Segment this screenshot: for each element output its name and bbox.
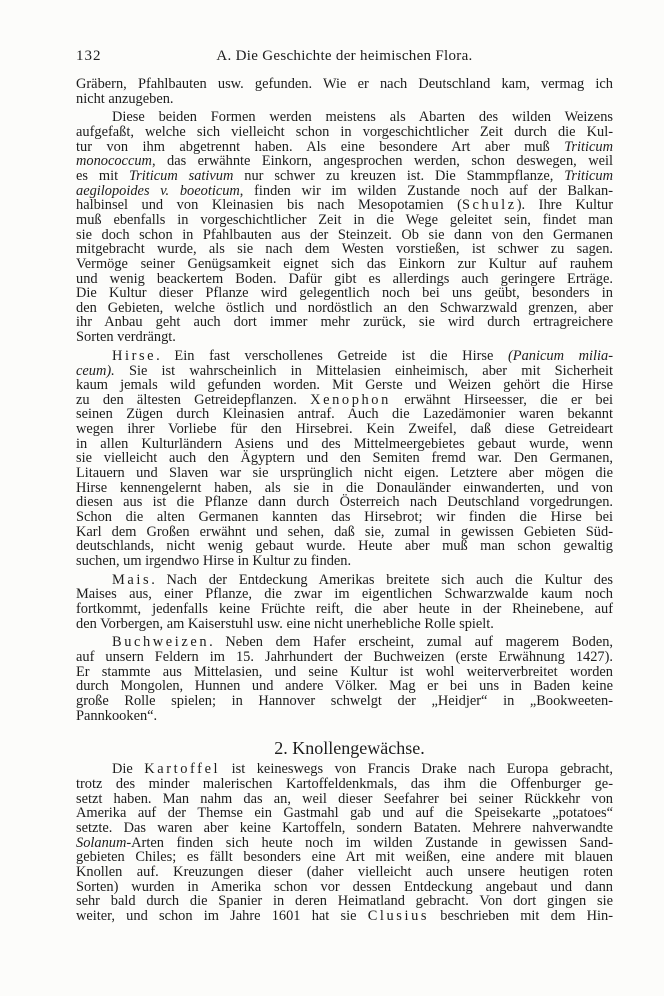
text-line: trotz des minder malerischen Kartoffeldenkmals, das ihm die Offenburger ge- xyxy=(76,776,613,793)
text-line: fortkommt, jedenfalls keine Früchte reift, die aber heute in der Rheinebene, auf xyxy=(76,600,613,617)
text-line: setzte. Das waren aber keine Kartoffeln, sondern Bataten. Mehrere nahverwandte xyxy=(76,820,613,837)
italic-term: Triticum xyxy=(564,138,613,155)
paragraph xyxy=(76,77,613,106)
text-line: Litauern und Slaven war sie ursprünglich nicht eigen. Letztere aber mögen die xyxy=(76,465,613,482)
text-line: durch Mongolen, Hunnen und andere Völker. Mag er bei uns in Baden keine xyxy=(76,678,613,695)
spaced-emphasis: Mais xyxy=(112,571,152,588)
text-line: Karl dem Großen erwähnt und sehen, daß sie, zumal in gewissen Gebieten Süd- xyxy=(76,523,613,540)
text-line: Sorten) wurden in Amerika schon vor dessen Entdeckung angebaut und dann xyxy=(76,878,613,895)
text-line: Hirse. Ein fast verschollenes Getreide ist die Hirse (Panicum milia- xyxy=(112,347,613,364)
text-line: tur von ihm abgetrennt haben. Als eine besondere Art aber muß Triticum xyxy=(76,138,613,155)
text-line: deutschlands, nicht wenig gebaut wurde. Heute aber muß man schon gewaltig xyxy=(76,538,613,555)
text-line: setzt haben. Man nahm das an, weil dieser Seefahrer bei seiner Rückkehr von xyxy=(76,790,613,807)
italic-term: Solanum xyxy=(76,834,127,851)
text-line: aegilopoides v. boeoticum, finden wir im wilden Zustande noch auf der Balkan- xyxy=(76,182,613,199)
italic-term: (Panicum milia- xyxy=(508,347,613,364)
text-line: sie vielleicht auch den Ägyptern und den Semiten fremd war. Den Germanen, xyxy=(76,450,613,467)
text-line: weiter, und schon im Jahre 1601 hat sie Clusius beschrieben mit dem Hin- xyxy=(76,907,613,924)
text-line: Die Kartoffel ist keineswegs von Francis Drake nach Europa gebracht, xyxy=(112,761,613,778)
text-line: große Rolle spielen; in Hannover schwelgt der „Heidjer“ in „Bookweeten- xyxy=(76,693,613,710)
text-line: aufgefaßt, welche sich vielleicht schon in vorgeschichtlicher Zeit durch die Kul- xyxy=(76,124,613,141)
text-line: sie doch schon in Pfahlbauten aus der Steinzeit. Ob sie dann von den Germanen xyxy=(76,226,613,243)
italic-term: aegilopoides v. boeoticum xyxy=(76,182,240,199)
text-line: Solanum-Arten finden sich heute noch im wilden Zustande in gewissen Sand- xyxy=(76,834,613,851)
spaced-emphasis: Hirse xyxy=(112,347,157,364)
text-line: Amerika auf der Themse ein Gastmahl gab und auf die Speisekarte „potatoes“ xyxy=(76,805,613,822)
text-line: Er stammte aus Mittelasien, und seine Kultur ist wohl weiterverbreitet worden xyxy=(76,663,613,680)
paragraph xyxy=(76,762,613,923)
text-line: suchen, um irgendwo Hirse in Kultur zu finden. xyxy=(76,552,352,569)
text-line: Mais. Nach der Entdeckung Amerikas breitete sich auch die Kultur des xyxy=(112,571,613,588)
text-line: kaum jemals wild gefunden worden. Mit Gerste und Weizen gehört die Hirse xyxy=(76,377,613,394)
text-line: ihr Anbau geht auch dort immer mehr zurück, sie wird durch ertragreichere xyxy=(76,314,613,331)
text-line: zu den ältesten Getreidepflanzen. Xenophon erwähnt Hirseesser, die er bei xyxy=(76,391,613,408)
running-head xyxy=(76,48,613,68)
text-line: in allen Kulturländern Asiens und des Mittelmeergebietes gebaut wurde, wenn xyxy=(76,435,613,452)
text-line: Buchweizen. Neben dem Hafer erscheint, zumal auf magerem Boden, xyxy=(112,634,613,651)
text-line: Knollen auf. Kreuzungen dieser (daher vielleicht auch unsere heutigen roten xyxy=(76,863,613,880)
spaced-emphasis: Xenophon xyxy=(310,391,391,408)
text-line: nicht anzugeben. xyxy=(76,90,174,107)
text-line: Vermöge seiner Genügsamkeit eignet sich das Einkorn zur Kultur auf rauhem xyxy=(76,255,613,272)
italic-term: Triticum sativum xyxy=(128,168,234,185)
paragraph xyxy=(76,110,613,344)
paragraph xyxy=(76,635,613,723)
text-line: gebieten Chiles; es fällt besonders eine Art mit weißen, eine andere mit blauen xyxy=(76,849,613,866)
text-line: muß ebenfalls in vorgeschichtlicher Zeit in die Wege geleitet sein, findet man xyxy=(76,211,613,228)
text-line: Maises aus, einer Pflanze, die zwar im eigentlichen Schwarzwalde kaum noch xyxy=(76,586,613,603)
text-line: es mit Triticum sativum nur schwer zu kreuzen ist. Die Stammpflanze, Triticum xyxy=(76,168,613,185)
text-line: diesen aus ist die Pflanze dann durch Österreich nach Deutschland vorgedrungen. xyxy=(76,494,613,511)
running-title: A. Die Geschichte der heimischen Flora. xyxy=(216,48,473,64)
text-line: Diese beiden Formen werden meistens als Abarten des wilden Weizens xyxy=(112,109,613,126)
italic-term: Triticum xyxy=(564,168,613,185)
paragraph xyxy=(76,349,613,569)
text-line: Hirse kennengelernt haben, als sie in die Donauländer einwanderten, und von xyxy=(76,479,613,496)
text-line: den Gebieten, welche östlich und nordöstlich an den Schwarzwald grenzen, aber xyxy=(76,299,613,316)
spaced-emphasis: Clusius xyxy=(367,907,430,924)
spaced-emphasis: Schulz xyxy=(461,197,517,214)
page-number: 132 xyxy=(76,48,102,64)
text-line: Sorten verdrängt. xyxy=(76,329,176,346)
text-line: den Vorbergen, am Kaiserstuhl usw. eine nicht unerhebliche Rolle spielt. xyxy=(76,615,494,632)
text-line: Schon die alten Germanen kannten das Hirsebrot; wir finden die Hirse bei xyxy=(76,508,613,525)
text-line: Die Kultur dieser Pflanze wird gelegentlich noch bei uns geübt, besonders in xyxy=(76,285,613,302)
text-line: monococcum, das erwähnte Einkorn, angesprochen werden, schon deswegen, weil xyxy=(76,153,613,170)
page-body xyxy=(76,77,613,924)
text-line: Gräbern, Pfahlbauten usw. gefunden. Wie er nach Deutschland kam, vermag ich xyxy=(76,76,613,92)
text-line: halbinsel und von Kleinasien bis nach Mesopotamien (Schulz). Ihre Kultur xyxy=(76,197,613,214)
text-line: seinen Zügen durch Kleinasien antraf. Auch die Lazedämonier waren bekannt xyxy=(76,406,613,423)
text-line: sehr bald durch die Spanier in deren Heimatland gebracht. Von dort gingen sie xyxy=(76,893,613,910)
text-line: auf unsern Feldern im 15. Jahrhundert der Buchweizen (erste Erwähnung 1427). xyxy=(76,649,613,666)
spaced-emphasis: Buchweizen xyxy=(112,634,210,651)
section-heading: 2. Knollengewächse. xyxy=(274,738,425,759)
text-line: mitgebracht wurde, als sie nach dem Westen vorstießen, ist schwer zu sagen. xyxy=(76,241,613,258)
italic-term: ceum). xyxy=(76,362,115,379)
italic-term: monococcum xyxy=(76,153,152,170)
text-line: Pannkooken“. xyxy=(76,707,158,724)
text-line: und wenig beackertem Boden. Dafür gibt es allerdings auch geringere Erträge. xyxy=(76,270,613,287)
text-line: ceum). Sie ist wahrscheinlich in Mittelasien einheimisch, aber mit Sicherheit xyxy=(76,362,613,379)
spaced-emphasis: Kartoffel xyxy=(144,761,221,778)
paragraph xyxy=(76,573,613,632)
text-line: wegen ihrer Vorliebe für den Hirsebrei. Kein Zweifel, daß diese Getreideart xyxy=(76,421,613,438)
